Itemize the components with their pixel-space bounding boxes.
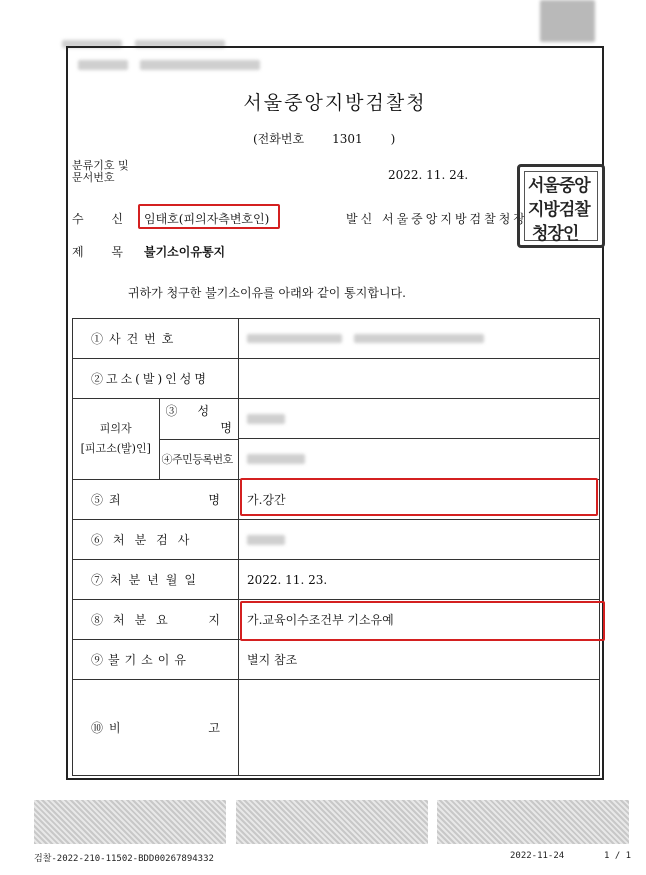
- table-row: [73, 520, 600, 560]
- subject-label: 제 목: [72, 245, 135, 259]
- phone-close: ): [390, 132, 396, 146]
- redacted-value: [247, 414, 285, 424]
- phone-number: 1301: [332, 132, 363, 146]
- disposition-date-label: ⑦처분년월일: [73, 560, 239, 600]
- security-pattern: [236, 800, 428, 844]
- nonprosecution-reason-value: 별지 참조: [239, 640, 600, 680]
- official-document: [66, 46, 604, 780]
- disposition-summary-label: ⑧처분요 지: [73, 600, 239, 640]
- redacted-value: [247, 334, 591, 343]
- redacted-value: [247, 454, 305, 464]
- name-label: ③성 명: [159, 399, 238, 439]
- official-seal: [517, 164, 605, 248]
- redacted-doc-header: [78, 60, 128, 70]
- charge-label: ⑤죄 명: [73, 480, 239, 520]
- disposition-date-value: 2022. 11. 23.: [239, 560, 600, 600]
- classification-label: 분류기호 및 문서번호: [72, 159, 129, 184]
- agency-title: 서울중앙지방검찰청: [243, 92, 427, 114]
- notice-text: 귀하가 청구한 불기소이유를 아래와 같이 통지합니다.: [128, 286, 406, 300]
- redacted-doc-header: [140, 60, 260, 70]
- seal-text-2: 지방검찰: [528, 200, 590, 220]
- issue-date: 2022-11-24: [510, 851, 565, 861]
- resident-number-label: ④주민등록번호: [161, 453, 233, 467]
- subject-value: 불기소이유통지: [144, 245, 226, 259]
- seal-text-1: 서울중앙: [528, 176, 590, 196]
- case-number-label: ①사건번호: [73, 319, 239, 359]
- document-id: 검찰-2022-210-11502-BDD00267894332: [34, 854, 214, 864]
- document-date: 2022. 11. 24.: [388, 168, 469, 182]
- table-row: [73, 560, 600, 600]
- complainant-label: ②고소(발)인성명: [73, 359, 239, 399]
- remarks-value: [239, 680, 600, 776]
- charge-highlight: [240, 478, 598, 516]
- recipient-value: 임태호(피의자측변호인): [144, 212, 270, 226]
- case-number-value: [239, 319, 600, 359]
- table-row: [73, 640, 600, 680]
- table-row: [73, 359, 600, 399]
- disposition-summary-value: 가.교육이수조건부 기소유예: [239, 600, 600, 640]
- suspect-block: [73, 399, 239, 480]
- suspect-values: [239, 399, 600, 480]
- page-indicator: 1 / 1: [604, 851, 632, 861]
- recipient-label: 수 신: [72, 212, 135, 226]
- security-pattern: [34, 800, 226, 844]
- phone-label: (전화번호: [253, 132, 305, 146]
- redacted-qr-code: [540, 0, 595, 42]
- recipient-highlight: [138, 204, 280, 229]
- charge-value: 가.강간: [239, 480, 600, 520]
- table-row: [73, 680, 600, 776]
- prosecutor-value: [239, 520, 600, 560]
- table-row: [73, 399, 600, 480]
- case-table: [72, 318, 600, 776]
- complainant-value: [239, 359, 600, 399]
- disposition-highlight: [240, 601, 605, 641]
- suspect-label: 피의자 [피고소(발)인]: [73, 399, 159, 479]
- seal-text-3: 청장인: [532, 224, 579, 244]
- phone-line: [253, 130, 395, 147]
- security-pattern: [437, 800, 629, 844]
- redacted-value: [247, 535, 285, 545]
- remarks-label: ⑩비 고: [73, 680, 239, 776]
- prosecutor-label: ⑥처분검사: [73, 520, 239, 560]
- sender: 발신 서울중앙지방검찰청장: [346, 212, 528, 226]
- table-row: [73, 319, 600, 359]
- nonprosecution-reason-label: ⑨불기소이유: [73, 640, 239, 680]
